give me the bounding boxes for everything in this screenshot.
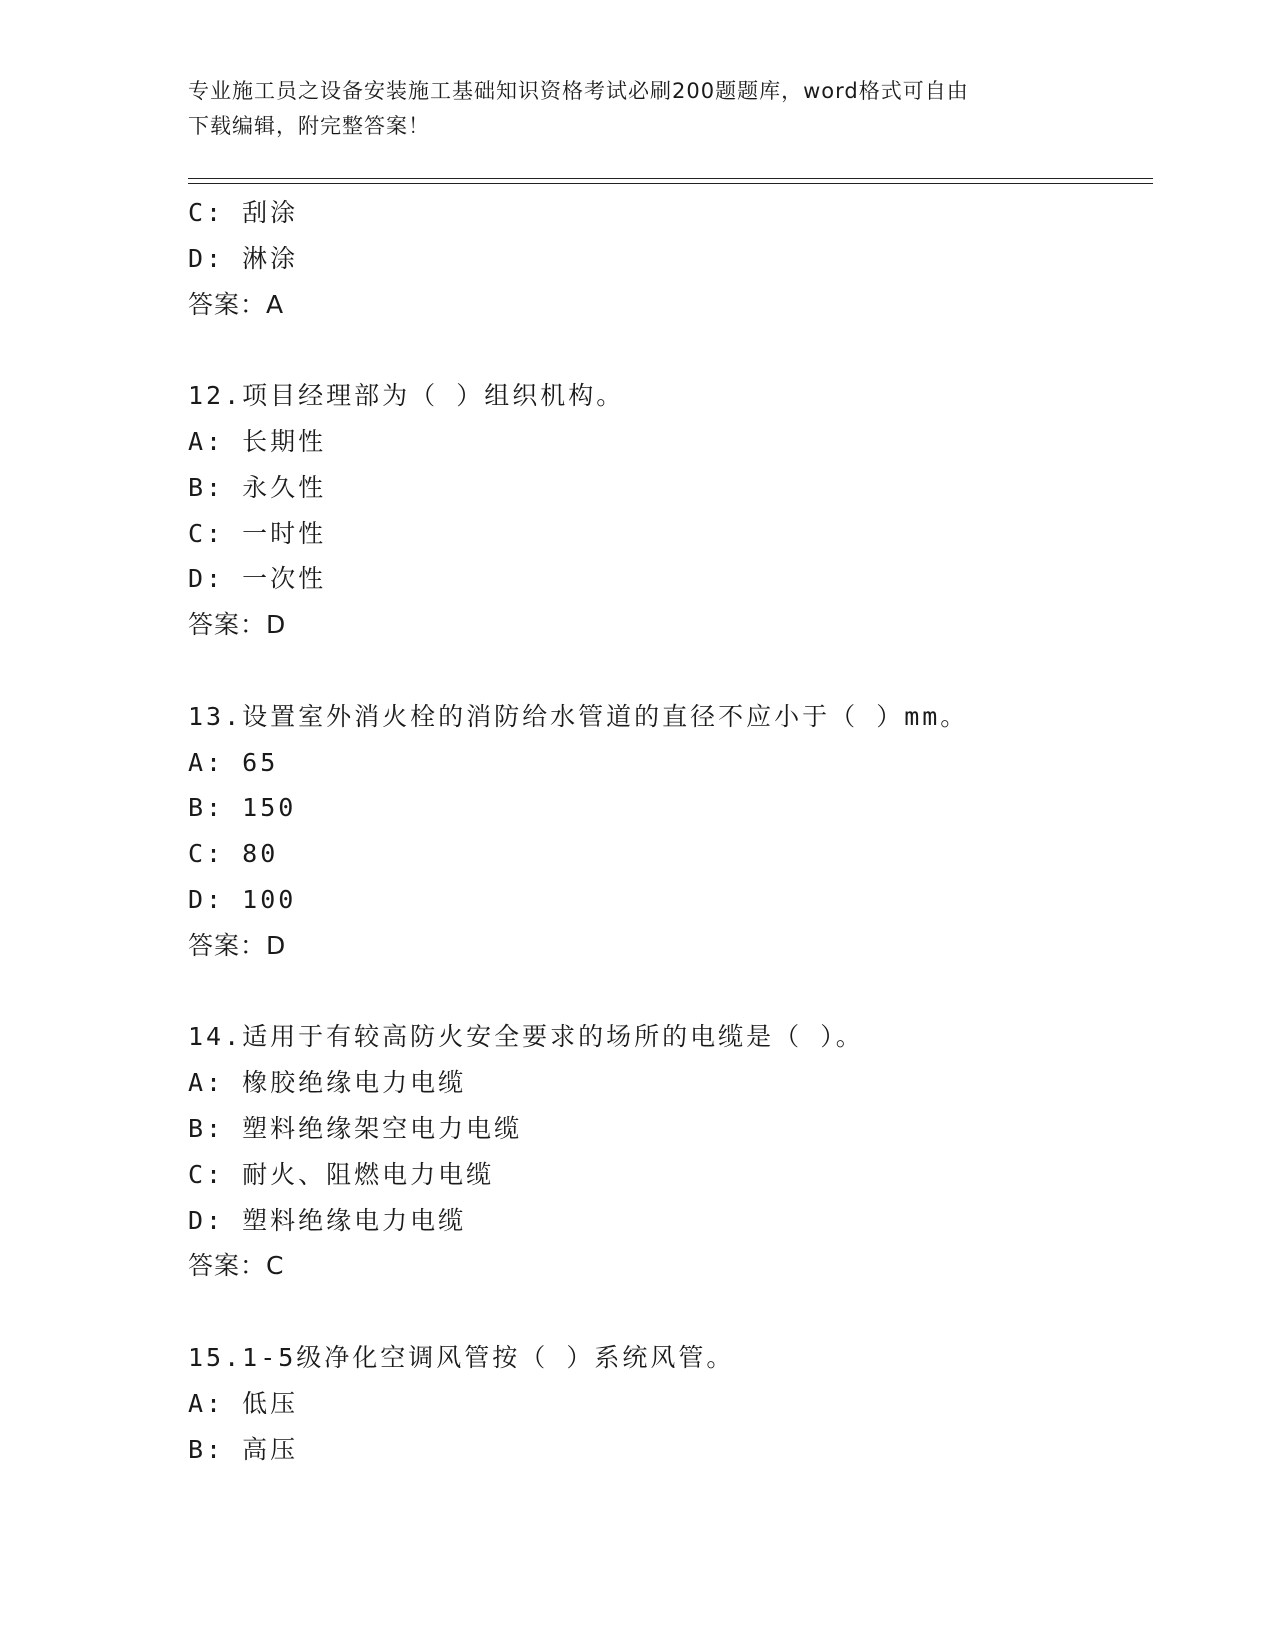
header-line-2: 下载编辑，附完整答案！ bbox=[188, 114, 430, 138]
option-d: D: 100 bbox=[188, 884, 297, 914]
option-d: D: 塑料绝缘电力电缆 bbox=[188, 1205, 467, 1235]
answer-label: 答案：D bbox=[188, 930, 287, 960]
spacer bbox=[188, 327, 1153, 373]
spacer bbox=[188, 648, 1153, 694]
question-list bbox=[188, 190, 1153, 1472]
header-divider-bottom bbox=[188, 183, 1153, 184]
header-divider-top bbox=[188, 178, 1153, 179]
spacer bbox=[188, 969, 1153, 1015]
option-a: A: 65 bbox=[188, 747, 279, 777]
answer-label: 答案：D bbox=[188, 610, 287, 640]
document-header bbox=[188, 74, 1088, 144]
header-line-1: 专业施工员之设备安装施工基础知识资格考试必刷200题题库，word格式可自由 bbox=[188, 79, 969, 103]
question-text: 15.1-5级净化空调风管按（ ）系统风管。 bbox=[188, 1342, 735, 1372]
question-text: 12.项目经理部为（ ）组织机构。 bbox=[188, 381, 625, 411]
question-11-tail bbox=[188, 190, 1153, 327]
option-d: D: 淋涂 bbox=[188, 243, 299, 273]
question-text: 14.适用于有较高防火安全要求的场所的电缆是（ ）。 bbox=[188, 1022, 864, 1052]
question-12 bbox=[188, 373, 1153, 648]
option-a: A: 长期性 bbox=[188, 426, 327, 456]
spacer bbox=[188, 1289, 1153, 1335]
option-b: B: 塑料绝缘架空电力电缆 bbox=[188, 1113, 523, 1143]
option-b: B: 高压 bbox=[188, 1434, 299, 1464]
option-d: D: 一次性 bbox=[188, 564, 327, 594]
question-text: 13.设置室外消火栓的消防给水管道的直径不应小于（ ）mm。 bbox=[188, 701, 969, 731]
option-c: C: 80 bbox=[188, 839, 279, 869]
answer-label: 答案：C bbox=[188, 1251, 285, 1281]
option-b: B: 永久性 bbox=[188, 472, 327, 502]
option-a: A: 低压 bbox=[188, 1388, 299, 1418]
option-b: B: 150 bbox=[188, 793, 297, 823]
option-a: A: 橡胶绝缘电力电缆 bbox=[188, 1068, 467, 1098]
answer-label: 答案：A bbox=[188, 289, 285, 319]
option-c: C: 一时性 bbox=[188, 518, 327, 548]
question-13 bbox=[188, 694, 1153, 969]
option-c: C: 刮涂 bbox=[188, 198, 299, 227]
question-14 bbox=[188, 1014, 1153, 1289]
option-c: C: 耐火、阻燃电力电缆 bbox=[188, 1159, 495, 1189]
question-15 bbox=[188, 1335, 1153, 1472]
